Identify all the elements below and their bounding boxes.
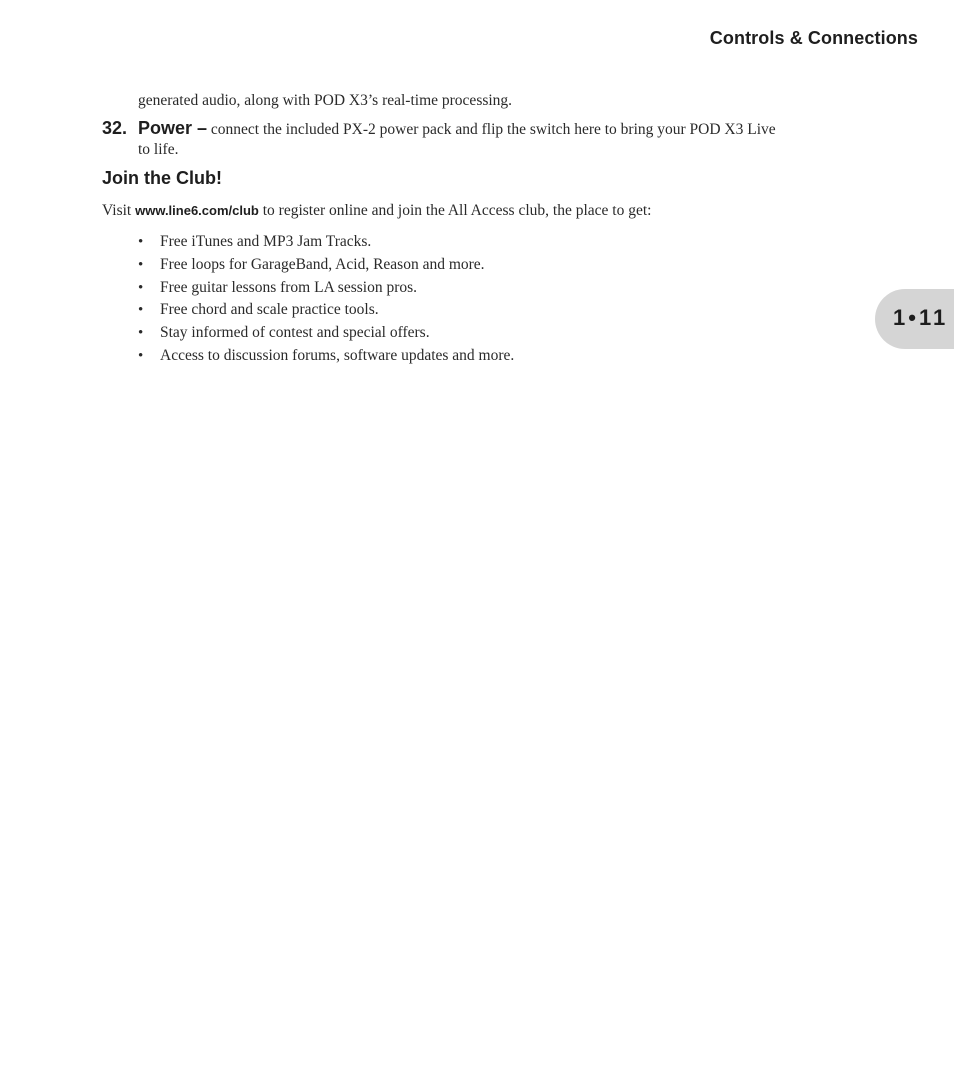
bullet-icon: •	[138, 347, 144, 364]
benefits-list	[138, 231, 514, 368]
intro-prefix: Visit	[102, 202, 132, 219]
section-heading: Join the Club!	[102, 168, 222, 188]
list-item-text: Free guitar lessons from LA session pros.	[160, 278, 418, 296]
section-intro	[102, 202, 651, 220]
page-number: 1•11	[893, 305, 949, 330]
list-item	[138, 322, 514, 345]
intro-suffix: to register online and join the All Access club, the place to get:	[262, 202, 652, 219]
list-item-text: Access to discussion forums, software updates and more.	[160, 346, 515, 364]
item-term: Power –	[138, 118, 208, 138]
item-32-line-1	[138, 118, 776, 139]
continuation-text: generated audio, along with POD X3’s real-time processing.	[138, 92, 513, 109]
bullet-icon: •	[138, 325, 144, 342]
bullet-icon: •	[138, 256, 144, 273]
bullet-icon: •	[138, 302, 144, 319]
bullet-icon: •	[138, 279, 144, 296]
item-32-line-2: to life.	[138, 141, 179, 158]
list-item-text: Free chord and scale practice tools.	[160, 301, 379, 319]
list-item	[138, 277, 514, 300]
list-item	[138, 231, 514, 254]
list-item-text: Free iTunes and MP3 Jam Tracks.	[160, 233, 372, 250]
page-header-title: Controls & Connections	[709, 28, 918, 48]
list-item	[138, 254, 514, 277]
list-item-text: Free loops for GarageBand, Acid, Reason and more.	[160, 255, 485, 273]
club-url-link[interactable]: www.line6.com/club	[135, 203, 259, 218]
list-item-text: Stay informed of contest and special offers.	[160, 324, 430, 342]
item-description: connect the included PX-2 power pack and flip the switch here to bring your POD X3 Live	[210, 121, 776, 138]
item-number: 32.	[102, 118, 128, 138]
bullet-icon: •	[138, 234, 144, 250]
list-item	[138, 299, 514, 322]
list-item	[138, 345, 514, 368]
